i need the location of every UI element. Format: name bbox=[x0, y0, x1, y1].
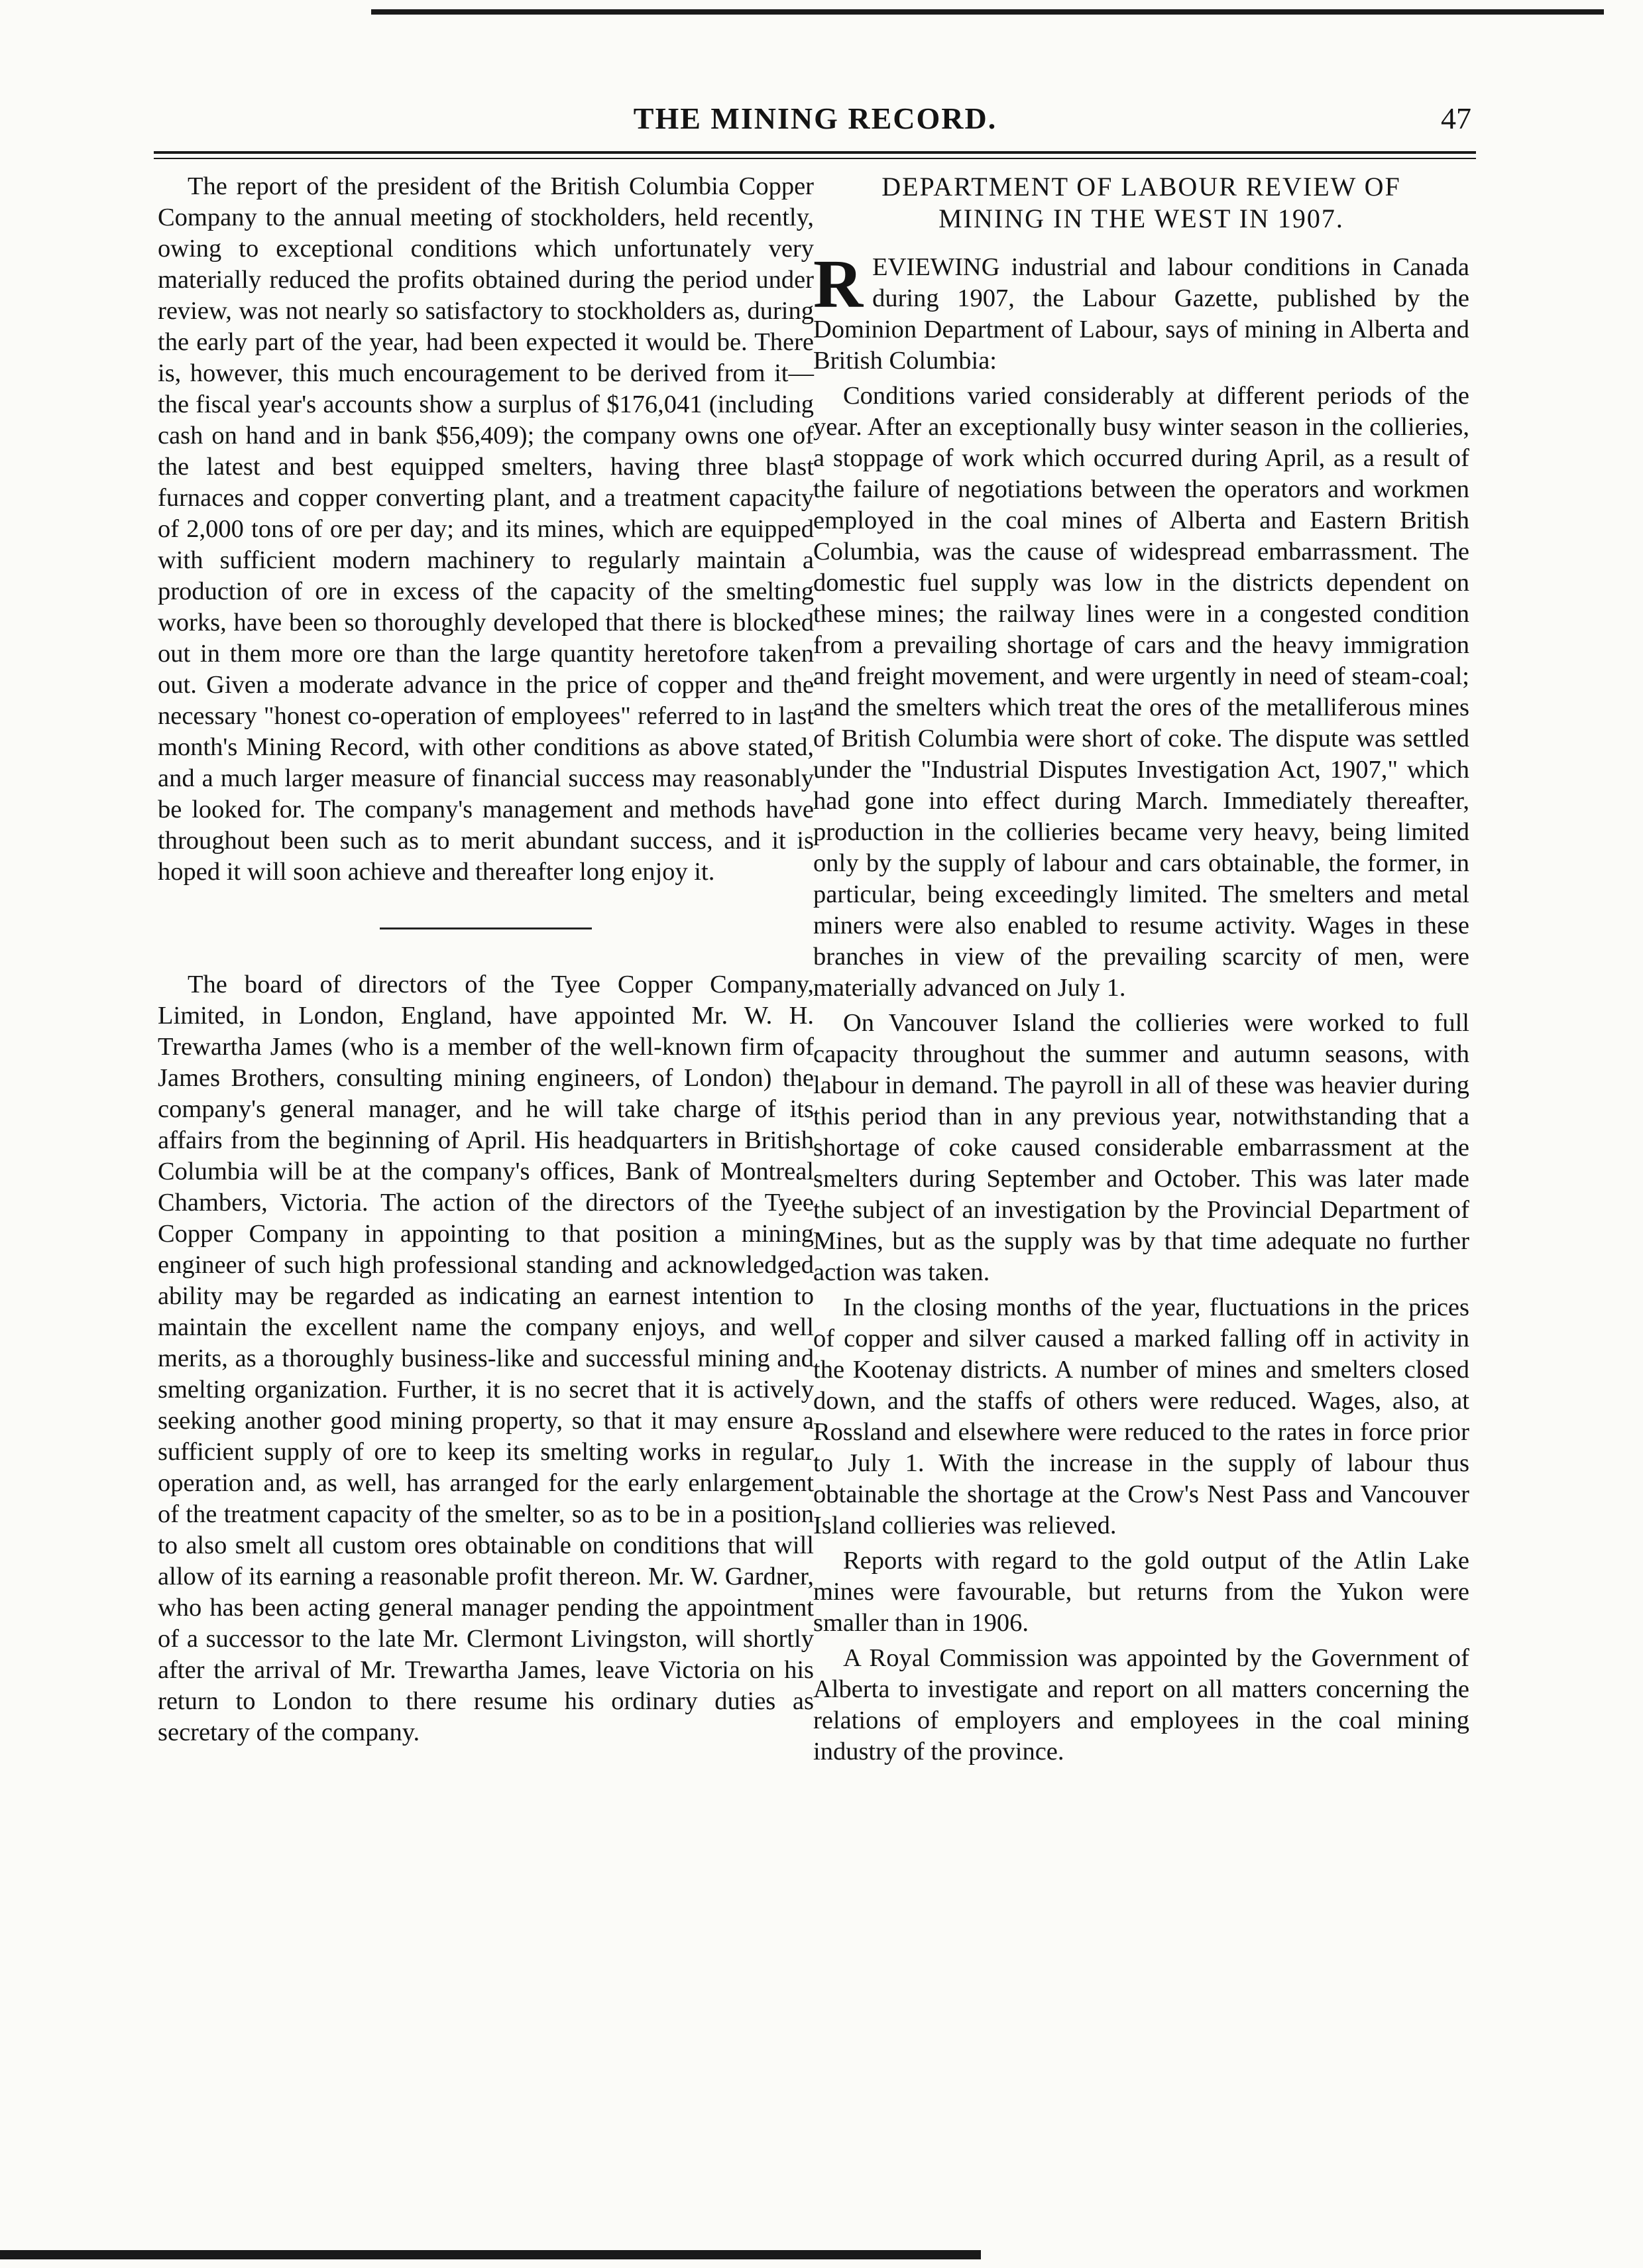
top-edge-rule bbox=[371, 9, 1604, 15]
paragraph-closing-months: In the closing months of the year, fluctuations in the prices of copper and silver caused a marked falling off in activity in the Kootenay districts. A number of mines and smelters closed down, and the staffs of others were reduced. Wages, also, at Rossland and elsewhere were reduced to the rates in force prior to July 1. With the increase in the supply of labour thus obtainable the shortage at the Crow's Nest Pass and Vancouver Island collieries was relieved. bbox=[813, 1293, 1469, 1539]
page-header bbox=[152, 101, 1478, 147]
intro-paragraph bbox=[813, 246, 1469, 377]
article-separator bbox=[380, 927, 592, 929]
paragraph-vancouver-island: On Vancouver Island the collieries were worked to full capacity throughout the summer and autumn seasons, with labour in demand. The payroll in all of these was heavier during this period than in any previous year, notwithstanding that a shortage of coke caused considerable embarrassment at the smelters during September and October. This was later made the subject of an investigation by the Provincial Department of Mines, but as the supply was by that time adequate no further action was taken. bbox=[813, 1009, 1469, 1286]
article-copper-company: The report of the president of the British Columbia Copper Company to the annual meeting of stockholders, held recently, owing to exceptional conditions which unfortunately very materially reduced the profits obtained during the period under review, was not nearly so satisfactory to stockholders as, during the early part of the year, had been expected it would be. There is, however, this much encouragement to be derived from it—the fiscal year's accounts show a surplus of $176,041 (including cash on hand and in bank $56,409); the company owns one of the latest and best equipped smelters, having three blast furnaces and copper converting plant, and a treatment capacity of 2,000 tons of ore per day; and its mines, which are equipped with sufficient modern machinery to regularly maintain a production of ore in excess of the capacity of the smelting works, have been so thoroughly developed that there is blocked out in them more ore than the large quantity heretofore taken out. Given a moderate advance in the price of copper and the necessary "honest co-operation of employees" referred to in last month's Mining Record, with other conditions as above stated, and a much larger measure of financial success may reasonably be looked for. The company's management and methods have throughout been such as to merit abundant success, and it is hoped it will soon achieve and thereafter long enjoy it. bbox=[158, 172, 814, 886]
article-title bbox=[813, 171, 1469, 235]
drop-cap: R bbox=[813, 246, 864, 322]
article-tyee-copper: The board of directors of the Tyee Copper Company, Limited, in London, England, have appointed Mr. W. H. Trewartha James (who is a member of the well-known firm of James Brothers, consulting mining engineers, of London) the company's general manager, and he will take charge of its affairs from the beginning of April. His headquarters in British Columbia will be at the company's offices, Bank of Montreal Chambers, Victoria. The action of the directors of the Tyee Copper Company in appointing to that position a mining engineer of such high professional standing and acknowledged ability may be regarded as indicating an earnest intention to maintain the excellent name the company enjoys, and well merits, as a thoroughly business-like and successful mining and smelting organization. Further, it is no secret that it is actively seeking another good mining property, so that it may ensure a sufficient supply of ore to keep its smelting works in regular operation and, as well, has arranged for the early enlargement of the treatment capacity of the smelter, so as to be in a position to also smelt all custom ores obtainable on conditions that will allow of its earning a reasonable profit thereon. Mr. W. Gardner, who has been acting general manager pending the appointment of a successor to the late Mr. Clermont Livingston, will shortly after the arrival of Mr. Trewartha James, leave Victoria on his return to London to there resume his ordinary duties as secretary of the company. bbox=[158, 971, 814, 1746]
journal-title: THE MINING RECORD. bbox=[633, 101, 997, 135]
paragraph-gold-output: Reports with regard to the gold output of the Atlin Lake mines were favourable, but returns from the Yukon were smaller than in 1906. bbox=[813, 1547, 1469, 1637]
bottom-edge-rule bbox=[0, 2250, 981, 2259]
intro-text: EVIEWING industrial and labour conditions in Canada during 1907, the Labour Gazette, published by the Dominion Department of Labour, says of mining in Alberta and British Columbia: bbox=[813, 253, 1469, 375]
left-column bbox=[158, 171, 814, 1748]
article-title-line1: DEPARTMENT OF LABOUR REVIEW OF bbox=[881, 172, 1401, 202]
article-title-line2: MINING IN THE WEST IN 1907. bbox=[938, 204, 1344, 233]
right-column bbox=[813, 171, 1469, 1767]
paragraph-conditions: Conditions varied considerably at different periods of the year. After an exceptionally busy winter season in the collieries, a stoppage of work which occurred during April, as a result of the failure of negotiations between the operators and workmen employed in the coal mines of Alberta and Eastern British Columbia, was the cause of widespread embarrassment. The domestic fuel supply was low in the districts dependent on these mines; the railway lines were in a congested condition from a prevailing shortage of cars and the heavy immigration and freight movement, and were urgently in need of steam-coal; and the smelters which treat the ores of the metalliferous mines of British Columbia were short of coke. The dispute was settled under the "Industrial Disputes Investigation Act, 1907," which had gone into effect during March. Immediately thereafter, production in the collieries became very heavy, being limited only by the supply of labour and cars obtainable, the former, in particular, being exceedingly limited. The smelters and metal miners were also enabled to resume activity. Wages in these branches in view of the prevailing scarcity of men, were materially advanced on July 1. bbox=[813, 382, 1469, 1002]
page-number: 47 bbox=[1441, 101, 1471, 135]
paragraph-royal-commission: A Royal Commission was appointed by the Government of Alberta to investigate and report on all matters concerning the relations of employers and employees in the coal mining industry of the province. bbox=[813, 1644, 1469, 1765]
header-rule-thin bbox=[154, 158, 1476, 159]
header-rule-thick bbox=[154, 151, 1476, 154]
